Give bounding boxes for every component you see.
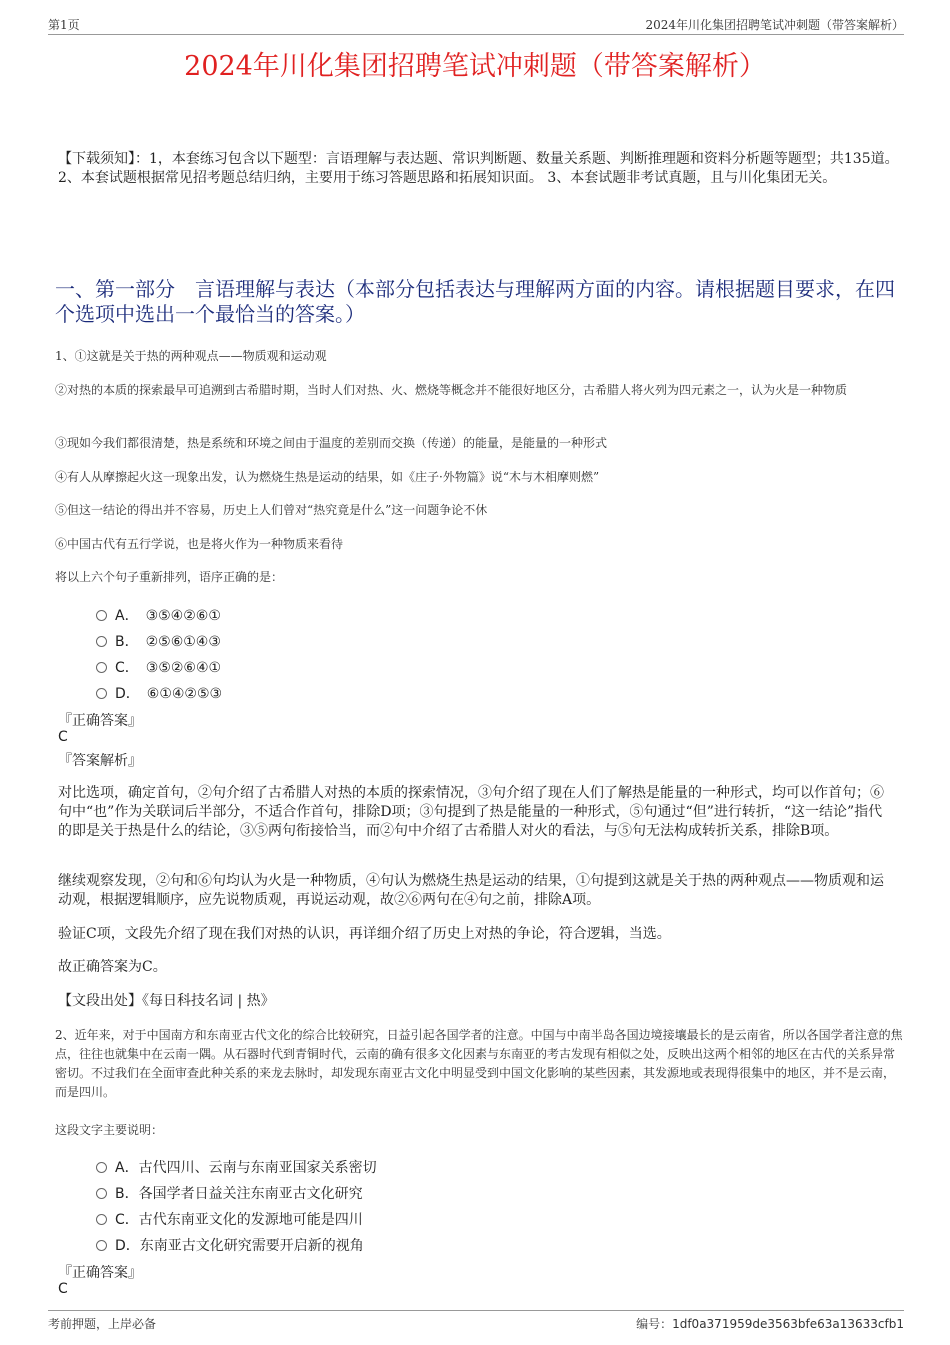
q1-analysis-p2: 继续观察发现，②句和⑥句均认为火是一种物质，④句认为燃烧生热是运动的结果，①句提到这就是关于热的两种观点——物质观和运动观，根据逻辑顺序，应先说物质观，再说运动观，故②⑥两句在④句之前，排除A项。: [58, 873, 884, 908]
header-doc-title: 2024年川化集团招聘笔试冲刺题（带答案解析）: [645, 18, 904, 32]
q1-sentence-4: ④有人从摩擦起火这一现象出发，认为燃烧生热是运动的结果，如《庄子·外物篇》说“木与木相摩则燃”: [55, 470, 600, 484]
radio-icon[interactable]: [96, 610, 107, 621]
q1-answer-label: 『正确答案』: [58, 713, 142, 729]
q1-sentence-3: ③现如今我们都很清楚，热是系统和环境之间由于温度的差别而交换（传递）的能量，是能量的一种形式: [55, 436, 608, 450]
page-title: 2024年川化集团招聘笔试冲刺题（带答案解析）: [184, 51, 766, 82]
q2-option-a[interactable]: A．古代四川、云南与东南亚国家关系密切: [96, 1157, 377, 1177]
q1-sentence-2: ②对热的本质的探索最早可追溯到古希腊时期，当时人们对热、火、燃烧等概念并不能很好地区分，古希腊人将火列为四元素之一，认为火是一种物质: [55, 383, 848, 397]
q1-sentence-1: 1、①这就是关于热的两种观点——物质观和运动观: [55, 349, 327, 363]
radio-icon[interactable]: [96, 1188, 107, 1199]
q2-option-d[interactable]: D．东南亚古文化研究需要开启新的视角: [96, 1235, 364, 1255]
radio-icon[interactable]: [96, 1240, 107, 1251]
footer-code-label: 编号：: [636, 1317, 673, 1331]
q1-analysis-p4: 故正确答案为C。: [58, 959, 167, 975]
footer-code-wrap: [636, 1315, 904, 1332]
q1-option-d[interactable]: D． ⑥①④②⑤③: [96, 683, 222, 703]
q1-source: 【文段出处】《每日科技名词 | 热》: [58, 993, 275, 1009]
radio-icon[interactable]: [96, 662, 107, 673]
q1-analysis-p1: 对比选项，确定首句，②句介绍了古希腊人对热的本质的探索情况，③句介绍了现在人们了解热是能量的一种形式，均可以作首句；⑥句中“也”作为关联词后半部分，不适合作首句，排除D项；③句提到了热是能量的一种形式，⑤句通过“但”进行转折，“这一结论”指代的即是关于热是什么的结论，③⑤两句衔接恰当，而②句中介绍了古希腊人对火的看法，与⑤句无法构成转折关系，排除B项。: [58, 785, 884, 839]
section-heading: 一、第一部分 言语理解与表达（本部分包括表达与理解两方面的内容。请根据题目要求，在四个选项中选出一个最恰当的答案。）: [55, 277, 895, 326]
radio-icon[interactable]: [96, 1162, 107, 1173]
download-notice: 【下载须知】：1，本套练习包含以下题型：言语理解与表达题、常识判断题、数量关系题、判断推理题和资料分析题等题型；共135道。 2、本套试题根据常见招考题总结归纳，主要用于练习答题思路和拓展知识面。 3、本套试题非考试真题，且与川化集团无关。: [58, 151, 899, 186]
q1-sentence-6: ⑥中国古代有五行学说，也是将火作为一种物质来看待: [55, 537, 344, 551]
page-header: [48, 16, 904, 35]
q2-text: 2、近年来，对于中国南方和东南亚古代文化的综合比较研究，日益引起各国学者的注意。中国与中南半岛各国边境接壤最长的是云南省，所以各国学者注意的焦点，往往也就集中在云南一隅。从石器时代到青铜时代，云南的确有很多文化因素与东南亚的考古发现有相似之处，反映出这两个相邻的地区在古代的关系异常密切。不过我们在全面审查此种关系的来龙去脉时，却发现东南亚古文化中明显受到中国文化影响的某些因素，其发源地或表现得很集中的地区，并不是云南，而是四川。: [55, 1028, 903, 1099]
q1-sentence-5: ⑤但这一结论的得出并不容易，历史上人们曾对“热究竟是什么”这一问题争论不休: [55, 503, 488, 517]
q2-answer: C: [58, 1281, 68, 1297]
footer-code: 1df0a371959de3563bfe63a13633cfb1: [672, 1317, 904, 1331]
q2-prompt: 这段文字主要说明：: [55, 1123, 164, 1137]
q1-option-b[interactable]: B． ②⑤⑥①④③: [96, 631, 221, 651]
radio-icon[interactable]: [96, 636, 107, 647]
page-footer: [48, 1310, 904, 1331]
radio-icon[interactable]: [96, 688, 107, 699]
q2-answer-label: 『正确答案』: [58, 1265, 142, 1281]
footer-slogan: 考前押题，上岸必备: [48, 1317, 157, 1331]
q1-option-c[interactable]: C． ③⑤②⑥④①: [96, 657, 221, 677]
q1-answer: C: [58, 729, 68, 745]
page-number: 第1页: [48, 18, 80, 32]
q1-prompt: 将以上六个句子重新排列，语序正确的是：: [55, 570, 284, 584]
q2-option-c[interactable]: C．古代东南亚文化的发源地可能是四川: [96, 1209, 363, 1229]
q2-option-b[interactable]: B．各国学者日益关注东南亚古文化研究: [96, 1183, 363, 1203]
q1-analysis-p3: 验证C项，文段先介绍了现在我们对热的认识，再详细介绍了历史上对热的争论，符合逻辑，当选。: [58, 926, 671, 942]
q1-option-a[interactable]: A． ③⑤④②⑥①: [96, 605, 221, 625]
q1-analysis-label: 『答案解析』: [58, 753, 142, 769]
radio-icon[interactable]: [96, 1214, 107, 1225]
